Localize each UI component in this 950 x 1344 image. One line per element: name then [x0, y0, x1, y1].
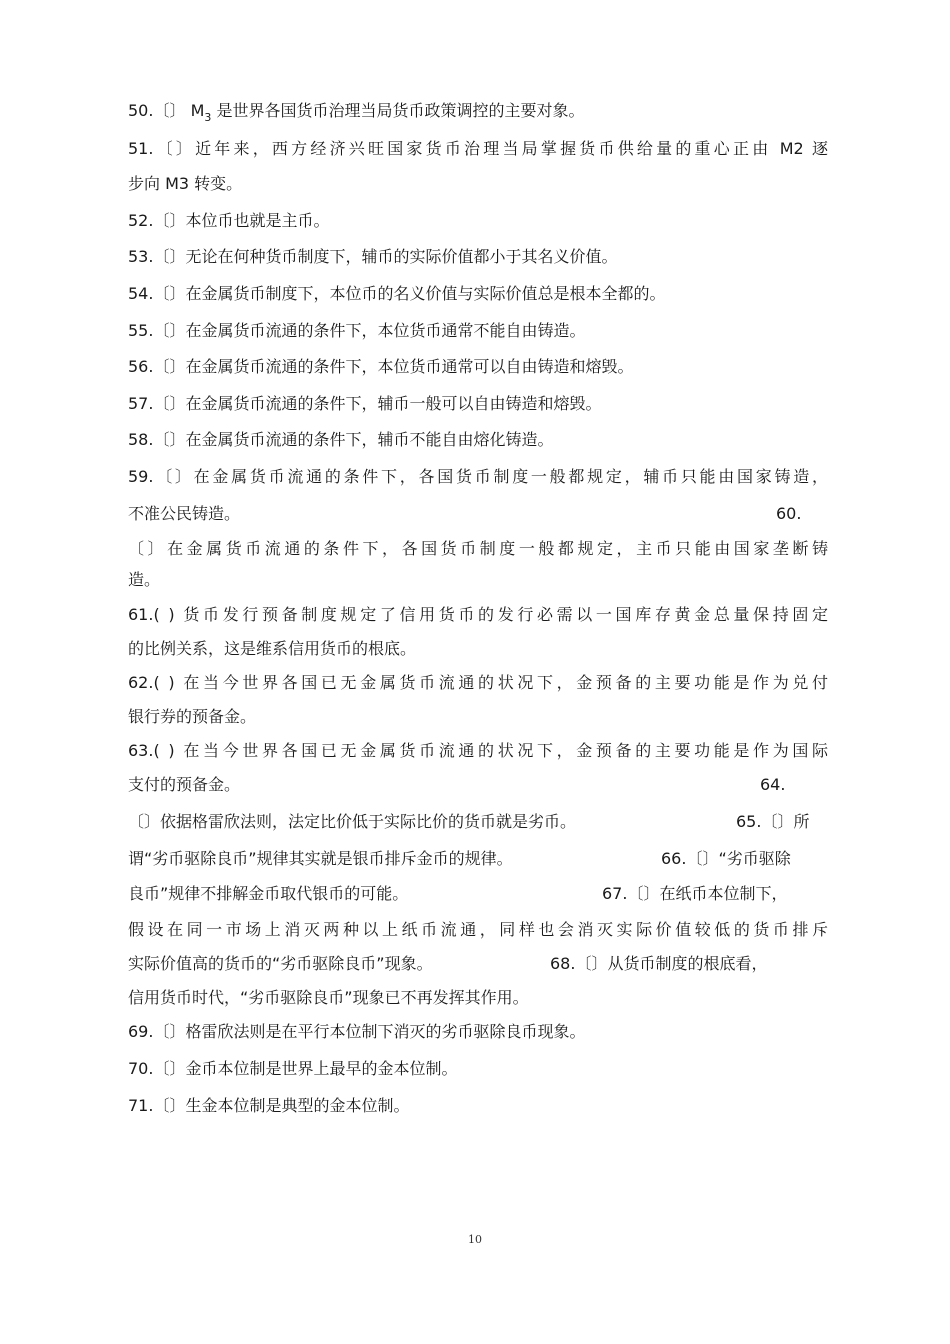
- answer-blank: ( ): [153, 673, 175, 692]
- question-text: 在金属货币制度下，本位币的名义价值与实际价值总是根本全都的。: [185, 284, 666, 303]
- answer-blank: 〔〕: [153, 430, 186, 449]
- question-66-start: [661, 847, 791, 871]
- question-57: [128, 392, 828, 416]
- question-67-cont2: [128, 952, 828, 976]
- question-69: [128, 1020, 828, 1044]
- question-text: 货币发行预备制度规定了信用货币的发行必需以一国库存黄金总量保持固定: [183, 605, 828, 624]
- question-number: 70.: [128, 1059, 154, 1078]
- question-text: 从货币制度的根底看，: [607, 954, 768, 973]
- question-number: 54.: [128, 284, 154, 303]
- question-number: 63.: [128, 741, 154, 760]
- question-63: [128, 739, 828, 763]
- question-text: 实际价值高的货币的“劣币驱除良币”现象。: [128, 954, 433, 973]
- answer-blank: 〔〕: [153, 247, 186, 266]
- question-text: 步向 M3 转变。: [128, 174, 243, 193]
- question-70: [128, 1057, 828, 1081]
- page-number: 10: [468, 1233, 482, 1246]
- question-51-cont: [128, 172, 828, 196]
- question-text: 在纸币本位制下，: [659, 884, 788, 903]
- question-text: 格雷欣法则是在平行本位制下消灭的劣币驱除良币现象。: [185, 1022, 586, 1041]
- answer-blank: 〔〕: [627, 884, 660, 903]
- question-55: [128, 319, 828, 343]
- question-text: 金币本位制是世界上最早的金本位制。: [185, 1059, 458, 1078]
- question-51: [128, 137, 828, 161]
- question-53: [128, 245, 828, 269]
- question-number: 68.: [550, 954, 576, 973]
- answer-blank: 〔〕: [686, 849, 719, 868]
- question-60: [128, 537, 828, 561]
- question-text: 本位币也就是主币。: [185, 211, 330, 230]
- answer-blank: 〔〕: [761, 812, 794, 831]
- question-text: 是世界各国货币治理当局货币政策调控的主要对象。: [216, 101, 585, 120]
- answer-blank: 〔〕: [153, 139, 196, 158]
- question-68-cont: [128, 986, 828, 1010]
- question-number: 57.: [128, 394, 154, 413]
- question-text: 不准公民铸造。: [128, 504, 241, 523]
- question-67-start: [602, 882, 787, 906]
- question-text: 所: [793, 812, 810, 831]
- question-number: 67.: [602, 884, 628, 903]
- answer-blank: 〔〕: [575, 954, 608, 973]
- question-text: 在当今世界各国已无金属货币流通的状况下，金预备的主要功能是作为国际: [183, 741, 828, 760]
- question-64-number: 64.: [760, 775, 786, 794]
- question-65-start: [736, 810, 809, 834]
- question-number: 61.: [128, 605, 154, 624]
- question-text: 的比例关系，这是维系信用货币的根底。: [128, 639, 417, 658]
- question-number: 50.: [128, 101, 154, 120]
- question-text: 在金属货币流通的条件下，本位货币通常可以自由铸造和熔毁。: [185, 357, 634, 376]
- question-61: [128, 603, 828, 627]
- question-61-cont: [128, 637, 828, 661]
- question-64: [128, 810, 828, 834]
- question-67-cont: [128, 918, 828, 942]
- answer-blank: 〔〕: [128, 539, 168, 558]
- answer-blank: 〔〕: [153, 1059, 186, 1078]
- question-text: 生金本位制是典型的金本位制。: [185, 1096, 410, 1115]
- question-text: 造。: [128, 570, 161, 589]
- answer-blank: 〔〕: [153, 357, 186, 376]
- question-number: 52.: [128, 211, 154, 230]
- question-60-cont: [128, 568, 828, 592]
- question-68-start: [550, 952, 767, 976]
- question-number: 55.: [128, 321, 154, 340]
- question-text: 近年来，西方经济兴旺国家货币治理当局掌握货币供给量的重心正由 M2 逐: [195, 139, 828, 158]
- question-59: [128, 465, 828, 489]
- answer-blank: 〔〕: [153, 394, 186, 413]
- question-text: 在金属货币流通的条件下，辅币一般可以自由铸造和熔毁。: [185, 394, 602, 413]
- question-text: 在金属货币流通的条件下，各国货币制度一般都规定，辅币只能由国家铸造，: [193, 467, 828, 486]
- m-symbol: M: [190, 101, 205, 120]
- answer-blank: 〔〕: [153, 1022, 186, 1041]
- question-text: 谓“劣币驱除良币”规律其实就是银币排斥金币的规律。: [128, 849, 513, 868]
- question-62: [128, 671, 828, 695]
- question-text: 依据格雷欣法则，法定比价低于实际比价的货币就是劣币。: [160, 812, 577, 831]
- question-number: 65.: [736, 812, 762, 831]
- question-text: “劣币驱除: [718, 849, 791, 868]
- question-number: 71.: [128, 1096, 154, 1115]
- question-54: [128, 282, 828, 306]
- answer-blank: 〔〕: [128, 812, 161, 831]
- answer-blank: ( ): [153, 605, 175, 624]
- question-text: 支付的预备金。: [128, 775, 241, 794]
- answer-blank: 〔〕: [153, 467, 194, 486]
- question-59-cont: [128, 502, 828, 526]
- question-number: 59.: [128, 467, 154, 486]
- question-text: 无论在何种货币制度下，辅币的实际价值都小于其名义价值。: [185, 247, 618, 266]
- answer-blank: 〔〕: [153, 101, 186, 120]
- question-66-cont: [128, 882, 828, 906]
- question-text: 假设在同一市场上消灭两种以上纸币流通，同样也会消灭实际价值较低的货币排斥: [128, 920, 828, 939]
- answer-blank: 〔〕: [153, 284, 186, 303]
- subscript: 3: [204, 111, 212, 124]
- question-50: [128, 99, 828, 123]
- question-text: 在金属货币流通的条件下，各国货币制度一般都规定，主币只能由国家垄断铸: [167, 539, 828, 558]
- question-number: 56.: [128, 357, 154, 376]
- answer-blank: 〔〕: [153, 321, 186, 340]
- question-52: [128, 209, 828, 233]
- question-58: [128, 428, 828, 452]
- question-text: 信用货币时代，“劣币驱除良币”现象已不再发挥其作用。: [128, 988, 529, 1007]
- question-number: 58.: [128, 430, 154, 449]
- question-65-cont: [128, 847, 828, 871]
- question-text: 良币”规律不排解金币取代银币的可能。: [128, 884, 409, 903]
- question-text: 在金属货币流通的条件下，本位货币通常不能自由铸造。: [185, 321, 586, 340]
- question-number: 62.: [128, 673, 154, 692]
- question-text: 在当今世界各国已无金属货币流通的状况下，金预备的主要功能是作为兑付: [183, 673, 828, 692]
- question-number: 51.: [128, 139, 154, 158]
- answer-blank: 〔〕: [153, 1096, 186, 1115]
- question-63-cont: [128, 773, 828, 797]
- question-56: [128, 355, 828, 379]
- question-text: 在金属货币流通的条件下，辅币不能自由熔化铸造。: [185, 430, 554, 449]
- question-text: 银行券的预备金。: [128, 707, 257, 726]
- question-62-cont: [128, 705, 828, 729]
- question-71: [128, 1094, 828, 1118]
- question-60-number: 60.: [776, 504, 802, 523]
- question-number: 69.: [128, 1022, 154, 1041]
- question-number: 53.: [128, 247, 154, 266]
- answer-blank: 〔〕: [153, 211, 186, 230]
- question-number: 66.: [661, 849, 687, 868]
- answer-blank: ( ): [153, 741, 175, 760]
